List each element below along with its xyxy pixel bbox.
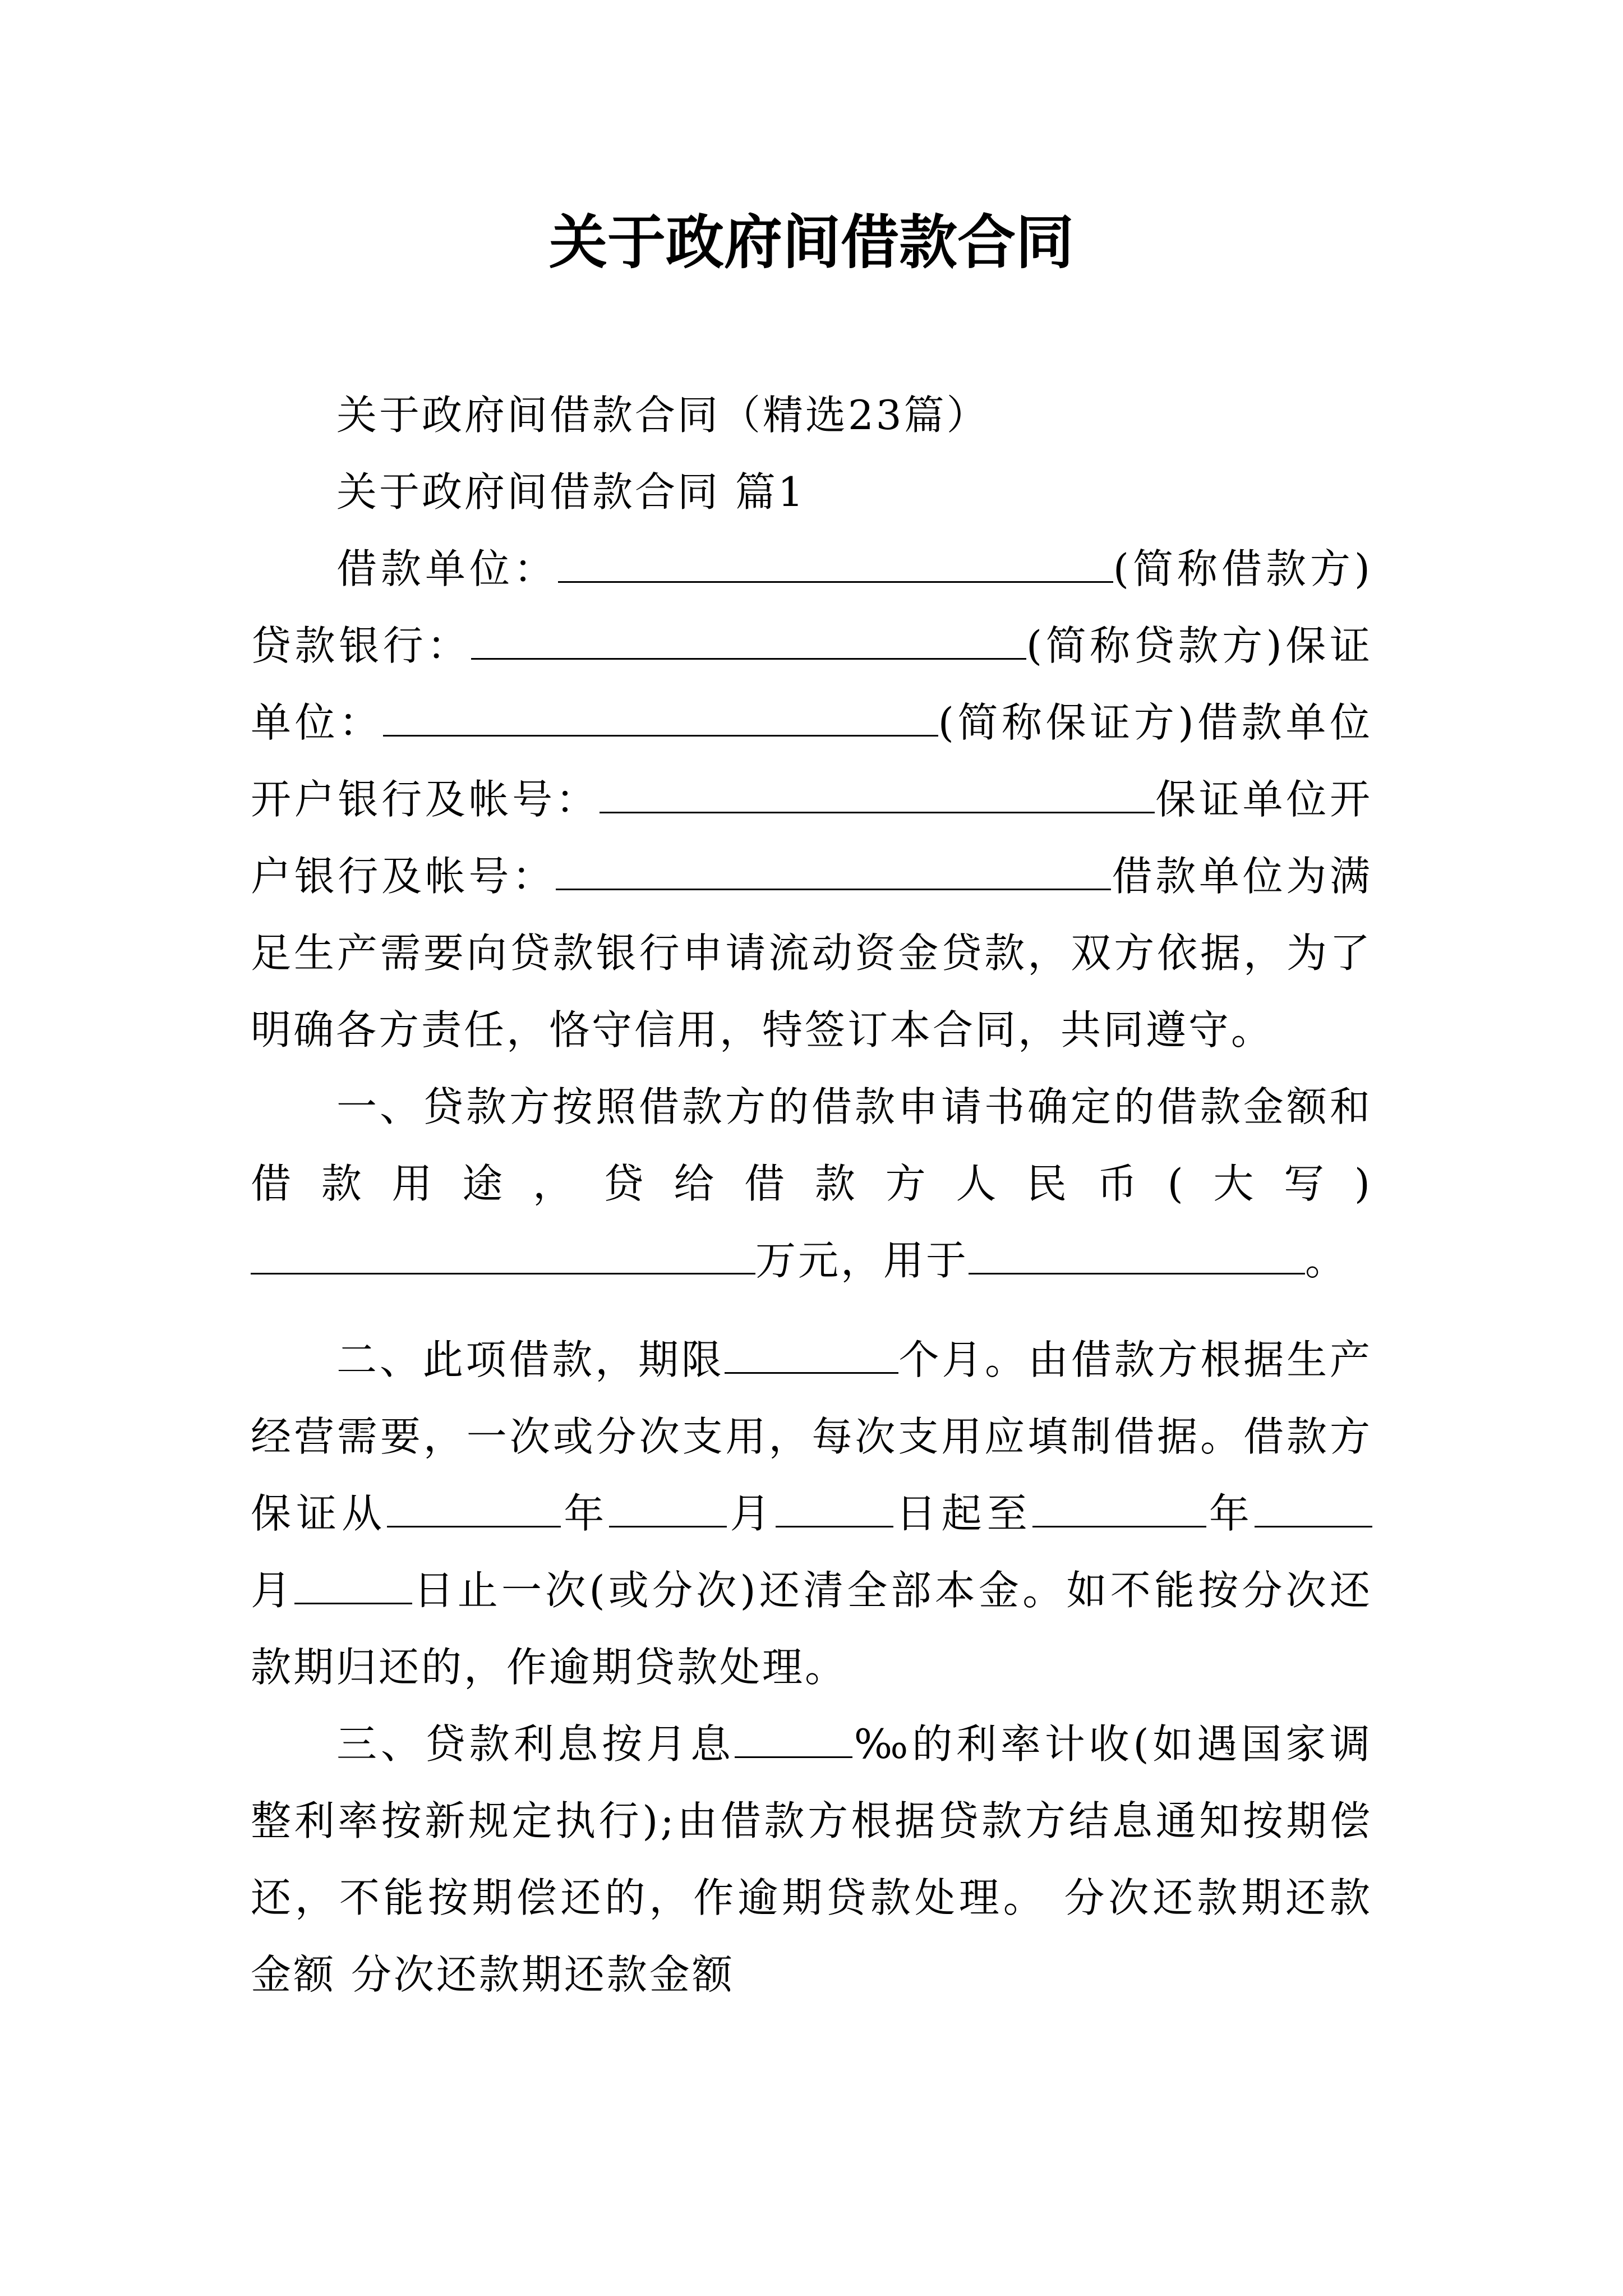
clause-1-text-c: 。 (1305, 1237, 1348, 1284)
guarantor-account-blank (556, 854, 1111, 890)
clause-1-text-a: 一、贷款方按照借款方的借款申请书确定的借款金额和借款用途，贷给借款方人民币(大写) (251, 1083, 1372, 1207)
clause-1-text-b: 万元，用于 (755, 1237, 969, 1284)
clause-2 (251, 1322, 1372, 1706)
guarantor-suffix: (简称保证方) (938, 699, 1196, 746)
clause-2-text-a: 二、此项借款，期限 (336, 1336, 725, 1383)
end-month-blank (1255, 1492, 1372, 1527)
term-months-blank (725, 1338, 898, 1374)
borrower-account-blank (600, 777, 1155, 813)
end-year-blank (1032, 1492, 1206, 1527)
borrower-suffix: (简称借款方) (1113, 545, 1372, 592)
document-title: 关于政府间借款合同 (548, 208, 1074, 277)
clause-3 (251, 1706, 1372, 2013)
clause-3-text-b: ‰的利率计收(如遇国家调整利率按新规定执行);由借款方根据贷款方结息通知按期偿还，不能按期偿还的，作逾期贷款处理。 分次还款期还款金额 分次还款期还款金额 (251, 1720, 1372, 1998)
start-day-label: 日起至 (893, 1490, 1032, 1537)
borrower-blank (558, 547, 1113, 583)
parties-paragraph (251, 531, 1372, 1069)
start-month-label: 月 (727, 1490, 776, 1537)
clause-1 (251, 1069, 1372, 1299)
document-body (251, 377, 1372, 2013)
start-year-blank (387, 1492, 561, 1527)
guarantor-label: 保证单位： (251, 622, 1372, 746)
end-month-label: 月 (251, 1567, 295, 1614)
document-subtitle: 关于政府间借款合同（精选23篇） (336, 392, 989, 439)
preamble-text: 借款单位为满足生产需要向贷款银行申请流动资金贷款，双方依据，为了明确各方责任，恪守信用，特签订本合同，共同遵守。 (251, 853, 1372, 1053)
lender-suffix: (简称贷款方) (1026, 622, 1284, 669)
start-day-blank (776, 1492, 893, 1527)
lender-label: 贷款银行： (251, 622, 471, 669)
section-heading: 关于政府间借款合同 篇1 (336, 468, 806, 516)
end-year-label: 年 (1206, 1490, 1255, 1537)
start-month-blank (609, 1492, 727, 1527)
start-year-label: 年 (561, 1490, 610, 1537)
lender-blank (471, 624, 1026, 660)
clause-2-text-b: 个月。由借款方根据生产经营需要，一次或分次支用，每次支用应填制借据。借款方保证从 (251, 1336, 1372, 1537)
guarantor-account-label: 保证单位开户银行及帐号： (251, 776, 1372, 900)
clause-3-text-a: 三、贷款利息按月息 (336, 1720, 735, 1768)
interest-rate-blank (735, 1722, 852, 1758)
end-day-blank (294, 1568, 412, 1604)
guarantor-blank (383, 701, 938, 737)
purpose-blank (969, 1239, 1305, 1274)
amount-blank (251, 1239, 755, 1274)
clause-2-text-c: 日止一次(或分次)还清全部本金。如不能按分次还款期归还的，作逾期贷款处理。 (251, 1567, 1372, 1691)
borrower-account-label: 借款单位开户银行及帐号： (251, 699, 1372, 823)
borrower-label: 借款单位： (336, 545, 558, 592)
